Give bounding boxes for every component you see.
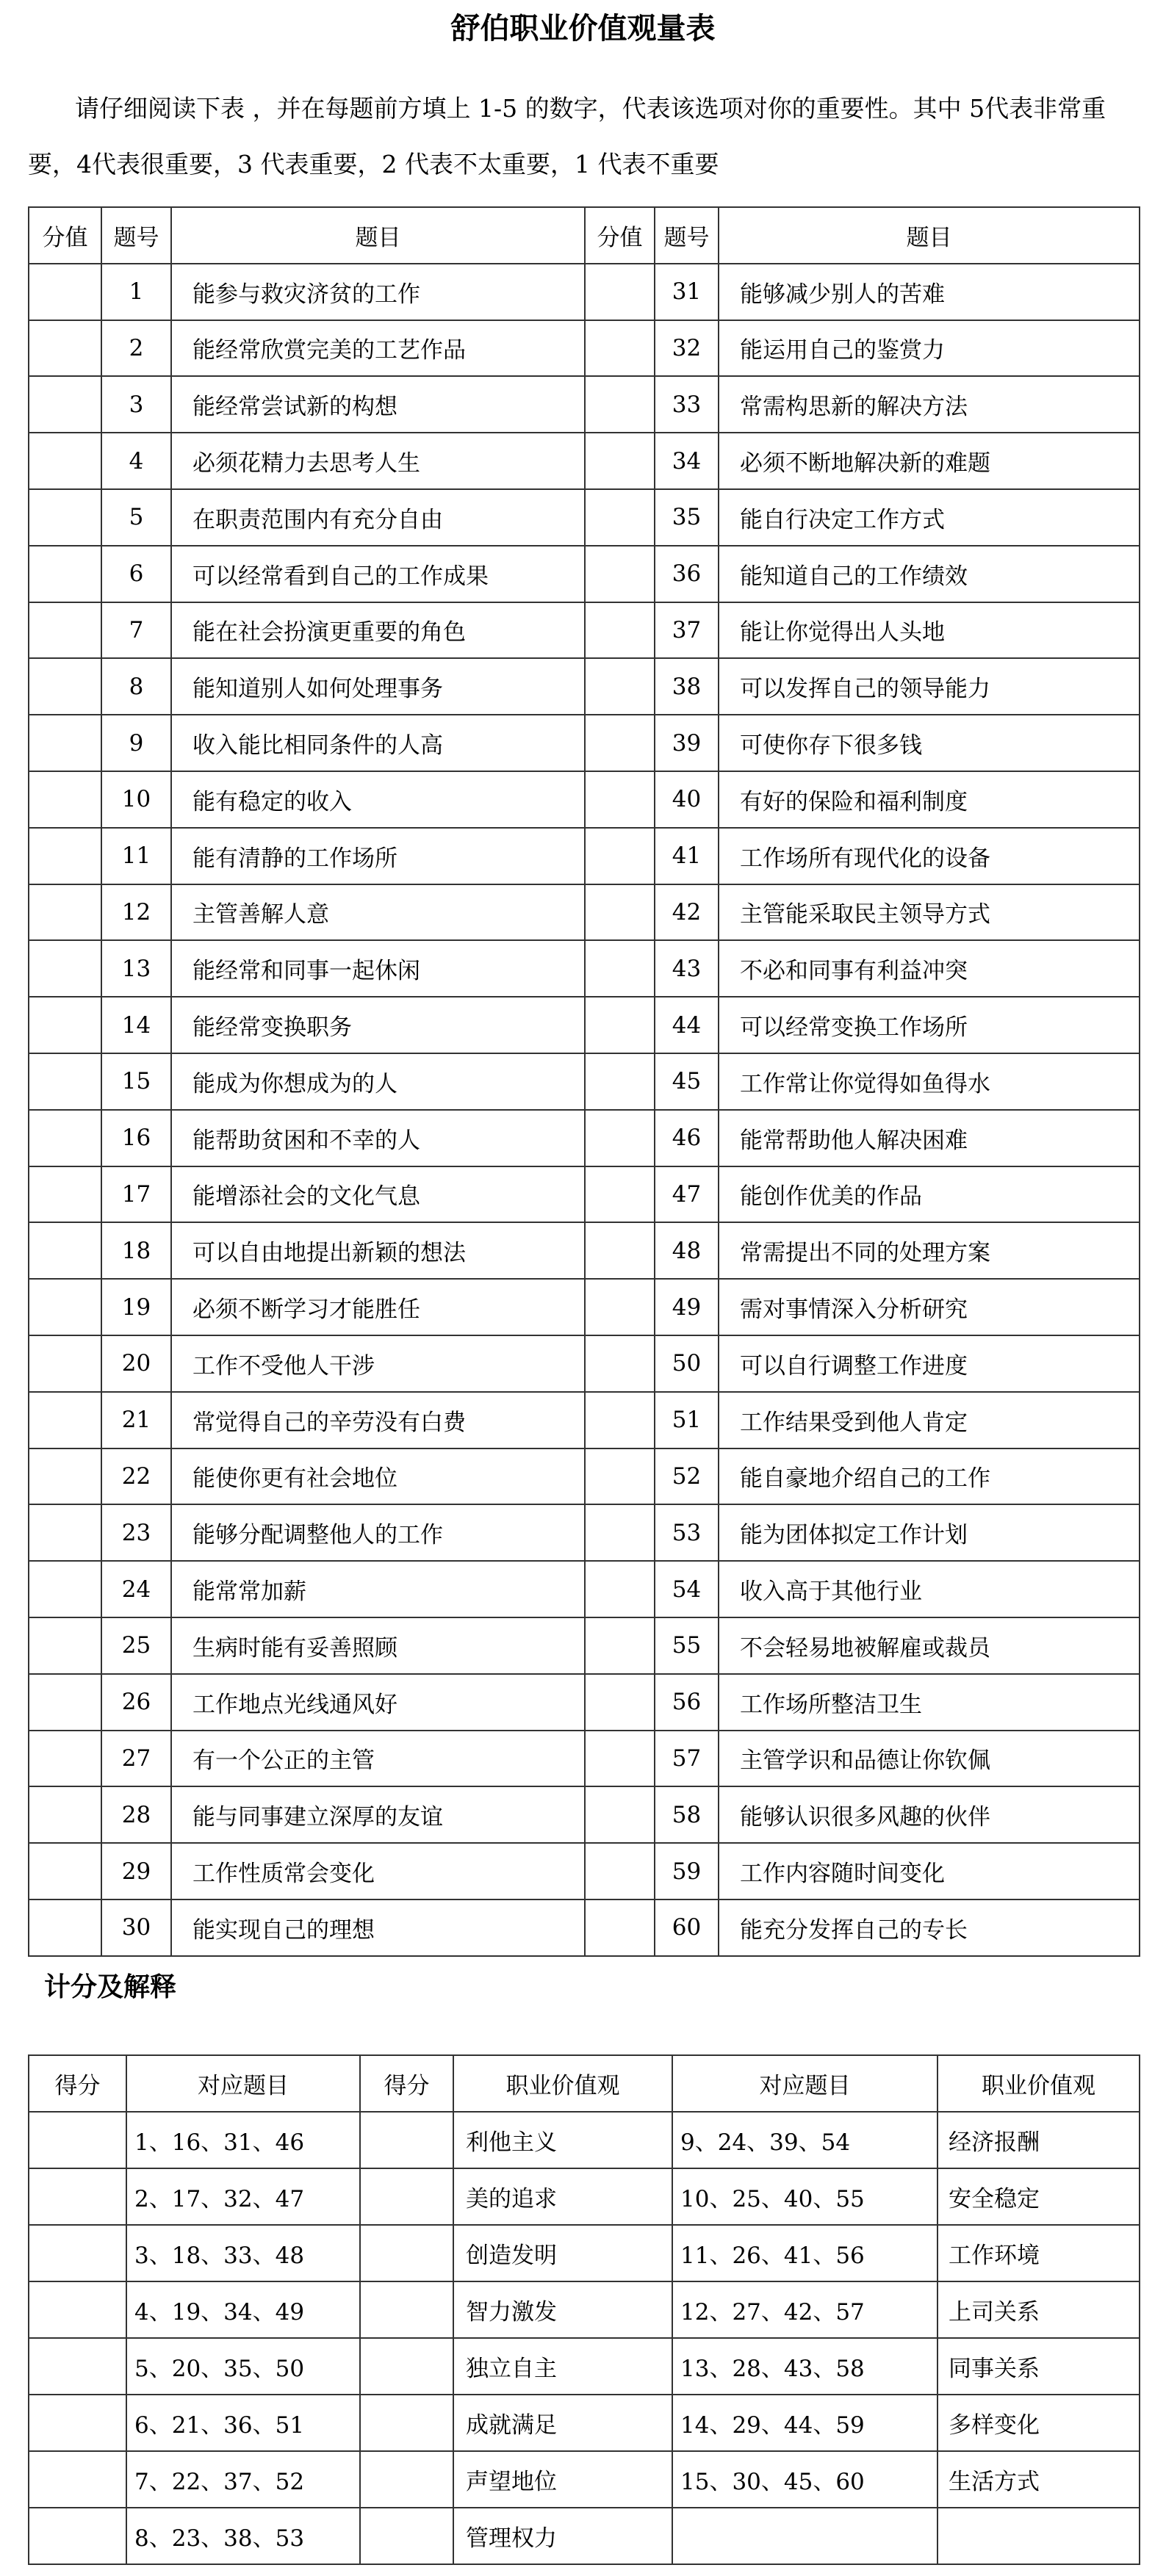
question-number: 41	[655, 828, 719, 884]
question-text: 能够分配调整他人的工作	[171, 1504, 585, 1561]
question-number: 1	[101, 264, 171, 320]
question-number: 9	[101, 715, 171, 771]
question-number: 60	[655, 1899, 719, 1956]
score-input-cell[interactable]	[585, 997, 655, 1053]
career-value-name: 利他主义	[453, 2112, 672, 2168]
score-input-cell[interactable]	[585, 376, 655, 433]
question-text: 收入能比相同条件的人高	[171, 715, 585, 771]
career-value-name	[938, 2508, 1140, 2564]
question-text: 能成为你想成为的人	[171, 1053, 585, 1110]
question-text: 能经常尝试新的构想	[171, 376, 585, 433]
career-value-name: 创造发明	[453, 2225, 672, 2281]
question-number: 14	[101, 997, 171, 1053]
question-text: 能常帮助他人解决困难	[719, 1110, 1140, 1166]
score-total-cell[interactable]	[360, 2395, 453, 2451]
score-input-cell[interactable]	[585, 884, 655, 941]
career-value-name: 独立自主	[453, 2338, 672, 2395]
score-input-cell[interactable]	[585, 828, 655, 884]
scoring-row	[29, 2112, 1140, 2168]
question-number: 27	[101, 1731, 171, 1787]
score-total-cell[interactable]	[360, 2112, 453, 2168]
score-input-cell[interactable]	[585, 546, 655, 602]
question-number: 21	[101, 1392, 171, 1448]
question-text: 能参与救灾济贫的工作	[171, 264, 585, 320]
question-number: 7	[101, 602, 171, 659]
question-number: 25	[101, 1617, 171, 1674]
score-total-cell[interactable]	[360, 2168, 453, 2225]
question-number: 22	[101, 1448, 171, 1505]
corresponding-items: 10、25、40、55	[672, 2168, 938, 2225]
question-number: 10	[101, 771, 171, 828]
question-row	[29, 1053, 1140, 1110]
question-row	[29, 1843, 1140, 1899]
question-row	[29, 1166, 1140, 1223]
question-text: 工作结果受到他人肯定	[719, 1392, 1140, 1448]
score-input-cell[interactable]	[29, 1166, 101, 1223]
scoring-header-row	[29, 2055, 1140, 2112]
corresponding-items: 15、30、45、60	[672, 2451, 938, 2508]
question-number: 53	[655, 1504, 719, 1561]
score-total-cell[interactable]	[360, 2508, 453, 2564]
score-input-cell[interactable]	[585, 1392, 655, 1448]
question-text: 常觉得自己的辛劳没有白费	[171, 1392, 585, 1448]
score-input-cell[interactable]	[29, 264, 101, 320]
career-value-name: 同事关系	[938, 2338, 1140, 2395]
score-input-cell[interactable]	[29, 1786, 101, 1843]
header-number-right: 题号	[655, 207, 719, 264]
question-text: 收入高于其他行业	[719, 1561, 1140, 1617]
score-total-cell[interactable]	[29, 2395, 126, 2451]
questionnaire-header-row	[29, 207, 1140, 264]
question-number: 40	[655, 771, 719, 828]
score-total-cell[interactable]	[29, 2281, 126, 2338]
question-number: 57	[655, 1731, 719, 1787]
career-value-name: 成就满足	[453, 2395, 672, 2451]
score-input-cell[interactable]	[585, 1279, 655, 1335]
score-input-cell[interactable]	[29, 489, 101, 546]
question-row	[29, 1731, 1140, 1787]
question-number: 19	[101, 1279, 171, 1335]
question-row	[29, 376, 1140, 433]
corresponding-items: 7、22、37、52	[126, 2451, 360, 2508]
score-input-cell[interactable]	[29, 1222, 101, 1279]
question-number: 37	[655, 602, 719, 659]
corresponding-items: 11、26、41、56	[672, 2225, 938, 2281]
question-text: 可以自行调整工作进度	[719, 1335, 1140, 1392]
question-row	[29, 1448, 1140, 1505]
score-input-cell[interactable]	[29, 1899, 101, 1956]
score-total-cell[interactable]	[360, 2225, 453, 2281]
question-row	[29, 1561, 1140, 1617]
corresponding-items: 14、29、44、59	[672, 2395, 938, 2451]
scoring-table	[28, 2054, 1140, 2565]
question-number: 29	[101, 1843, 171, 1899]
corresponding-items: 4、19、34、49	[126, 2281, 360, 2338]
question-number: 43	[655, 940, 719, 997]
question-text: 不会轻易地被解雇或裁员	[719, 1617, 1140, 1674]
score-input-cell[interactable]	[29, 715, 101, 771]
question-number: 23	[101, 1504, 171, 1561]
question-row	[29, 1899, 1140, 1956]
score-input-cell[interactable]	[29, 376, 101, 433]
scoring-section-title: 计分及解释	[44, 1971, 177, 2002]
question-text: 能经常欣赏完美的工艺作品	[171, 320, 585, 377]
question-row	[29, 1504, 1140, 1561]
score-input-cell[interactable]	[585, 1617, 655, 1674]
questionnaire-table	[28, 206, 1140, 1957]
question-number: 39	[655, 715, 719, 771]
score-input-cell[interactable]	[585, 1731, 655, 1787]
question-number: 2	[101, 320, 171, 377]
question-row	[29, 771, 1140, 828]
score-input-cell[interactable]	[585, 1843, 655, 1899]
question-row	[29, 715, 1140, 771]
question-number: 45	[655, 1053, 719, 1110]
question-row	[29, 1222, 1140, 1279]
scoring-header-score-1: 得分	[29, 2055, 126, 2112]
score-input-cell[interactable]	[29, 1561, 101, 1617]
question-text: 主管学识和品德让你钦佩	[719, 1731, 1140, 1787]
question-number: 15	[101, 1053, 171, 1110]
score-input-cell[interactable]	[585, 1053, 655, 1110]
corresponding-items: 12、27、42、57	[672, 2281, 938, 2338]
question-text: 不必和同事有利益冲突	[719, 940, 1140, 997]
score-input-cell[interactable]	[29, 658, 101, 715]
scoring-row	[29, 2225, 1140, 2281]
score-input-cell[interactable]	[585, 1335, 655, 1392]
question-number: 16	[101, 1110, 171, 1166]
question-text: 能充分发挥自己的专长	[719, 1899, 1140, 1956]
question-text: 工作性质常会变化	[171, 1843, 585, 1899]
question-number: 30	[101, 1899, 171, 1956]
question-number: 35	[655, 489, 719, 546]
score-input-cell[interactable]	[585, 1561, 655, 1617]
question-text: 能经常和同事一起休闲	[171, 940, 585, 997]
question-text: 能常常加薪	[171, 1561, 585, 1617]
question-number: 13	[101, 940, 171, 997]
question-number: 44	[655, 997, 719, 1053]
question-text: 能够认识很多风趣的伙伴	[719, 1786, 1140, 1843]
scoring-header-items-1: 对应题目	[126, 2055, 360, 2112]
question-text: 可以发挥自己的领导能力	[719, 658, 1140, 715]
question-text: 可以经常变换工作场所	[719, 997, 1140, 1053]
question-number: 36	[655, 546, 719, 602]
scoring-row	[29, 2338, 1140, 2395]
question-number: 46	[655, 1110, 719, 1166]
question-row	[29, 1674, 1140, 1731]
question-row	[29, 1617, 1140, 1674]
question-number: 42	[655, 884, 719, 941]
career-value-name: 上司关系	[938, 2281, 1140, 2338]
score-total-cell[interactable]	[29, 2451, 126, 2508]
question-text: 能有稳定的收入	[171, 771, 585, 828]
scoring-header-value-2: 职业价值观	[938, 2055, 1140, 2112]
scoring-header-value-1: 职业价值观	[453, 2055, 672, 2112]
score-input-cell[interactable]	[585, 1110, 655, 1166]
question-row	[29, 940, 1140, 997]
score-input-cell[interactable]	[585, 1786, 655, 1843]
score-total-cell[interactable]	[360, 2451, 453, 2508]
score-input-cell[interactable]	[29, 884, 101, 941]
question-text: 可以自由地提出新颖的想法	[171, 1222, 585, 1279]
score-input-cell[interactable]	[29, 1448, 101, 1505]
corresponding-items: 5、20、35、50	[126, 2338, 360, 2395]
question-text: 可以经常看到自己的工作成果	[171, 546, 585, 602]
question-number: 31	[655, 264, 719, 320]
score-input-cell[interactable]	[29, 546, 101, 602]
question-text: 能增添社会的文化气息	[171, 1166, 585, 1223]
question-text: 工作地点光线通风好	[171, 1674, 585, 1731]
score-total-cell[interactable]	[360, 2338, 453, 2395]
score-input-cell[interactable]	[585, 1504, 655, 1561]
question-number: 34	[655, 433, 719, 489]
score-total-cell[interactable]	[29, 2225, 126, 2281]
question-text: 工作不受他人干涉	[171, 1335, 585, 1392]
score-input-cell[interactable]	[585, 602, 655, 659]
score-input-cell[interactable]	[29, 997, 101, 1053]
question-number: 51	[655, 1392, 719, 1448]
question-number: 55	[655, 1617, 719, 1674]
question-text: 在职责范围内有充分自由	[171, 489, 585, 546]
question-text: 有一个公正的主管	[171, 1731, 585, 1787]
question-number: 32	[655, 320, 719, 377]
corresponding-items: 6、21、36、51	[126, 2395, 360, 2451]
score-total-cell[interactable]	[29, 2168, 126, 2225]
scoring-row	[29, 2168, 1140, 2225]
question-number: 28	[101, 1786, 171, 1843]
question-number: 11	[101, 828, 171, 884]
question-row	[29, 546, 1140, 602]
question-number: 6	[101, 546, 171, 602]
header-number-left: 题号	[101, 207, 171, 264]
question-text: 能在社会扮演更重要的角色	[171, 602, 585, 659]
question-text: 主管善解人意	[171, 884, 585, 941]
question-number: 8	[101, 658, 171, 715]
career-value-name: 经济报酬	[938, 2112, 1140, 2168]
question-text: 能让你觉得出人头地	[719, 602, 1140, 659]
question-row	[29, 658, 1140, 715]
score-total-cell[interactable]	[29, 2508, 126, 2564]
scoring-row	[29, 2451, 1140, 2508]
question-text: 能与同事建立深厚的友谊	[171, 1786, 585, 1843]
question-number: 58	[655, 1786, 719, 1843]
question-row	[29, 884, 1140, 941]
career-value-name: 工作环境	[938, 2225, 1140, 2281]
score-input-cell[interactable]	[29, 602, 101, 659]
question-number: 59	[655, 1843, 719, 1899]
career-value-name: 声望地位	[453, 2451, 672, 2508]
question-number: 17	[101, 1166, 171, 1223]
page-title: 舒伯职业价值观量表	[450, 11, 716, 46]
header-question-left: 题目	[171, 207, 585, 264]
question-row	[29, 489, 1140, 546]
question-text: 能帮助贫困和不幸的人	[171, 1110, 585, 1166]
question-number: 4	[101, 433, 171, 489]
question-number: 18	[101, 1222, 171, 1279]
question-text: 必须不断学习才能胜任	[171, 1279, 585, 1335]
score-input-cell[interactable]	[585, 1674, 655, 1731]
score-input-cell[interactable]	[29, 1617, 101, 1674]
question-number: 50	[655, 1335, 719, 1392]
question-number: 12	[101, 884, 171, 941]
score-input-cell[interactable]	[29, 1674, 101, 1731]
score-input-cell[interactable]	[29, 771, 101, 828]
question-row	[29, 433, 1140, 489]
score-input-cell[interactable]	[29, 1731, 101, 1787]
question-text: 能知道自己的工作绩效	[719, 546, 1140, 602]
question-text: 能创作优美的作品	[719, 1166, 1140, 1223]
career-value-name: 美的追求	[453, 2168, 672, 2225]
scoring-header-score-2: 得分	[360, 2055, 453, 2112]
score-input-cell[interactable]	[585, 715, 655, 771]
scoring-header-items-2: 对应题目	[672, 2055, 938, 2112]
question-number: 52	[655, 1448, 719, 1505]
score-input-cell[interactable]	[585, 1448, 655, 1505]
score-input-cell[interactable]	[585, 940, 655, 997]
score-input-cell[interactable]	[585, 320, 655, 377]
question-row	[29, 602, 1140, 659]
corresponding-items: 2、17、32、47	[126, 2168, 360, 2225]
question-text: 能有清静的工作场所	[171, 828, 585, 884]
score-input-cell[interactable]	[585, 1166, 655, 1223]
question-text: 工作常让你觉得如鱼得水	[719, 1053, 1140, 1110]
instructions-paragraph: 请仔细阅读下表 ，并在每题前方填上 1-5 的数字，代表该选项对你的重要性。其中 5代表非常重要，4代表很重要，3 代表重要，2 代表不太重要，1 代表不重要	[28, 94, 1106, 178]
scoring-row	[29, 2281, 1140, 2338]
score-input-cell[interactable]	[585, 1899, 655, 1956]
score-input-cell[interactable]	[29, 828, 101, 884]
question-row	[29, 997, 1140, 1053]
question-text: 能运用自己的鉴赏力	[719, 320, 1140, 377]
corresponding-items: 8、23、38、53	[126, 2508, 360, 2564]
question-text: 有好的保险和福利制度	[719, 771, 1140, 828]
question-text: 工作内容随时间变化	[719, 1843, 1140, 1899]
question-text: 能经常变换职务	[171, 997, 585, 1053]
score-input-cell[interactable]	[585, 489, 655, 546]
question-number: 47	[655, 1166, 719, 1223]
question-number: 33	[655, 376, 719, 433]
question-number: 5	[101, 489, 171, 546]
question-text: 能使你更有社会地位	[171, 1448, 585, 1505]
score-input-cell[interactable]	[29, 433, 101, 489]
question-number: 3	[101, 376, 171, 433]
question-row	[29, 264, 1140, 320]
corresponding-items	[672, 2508, 938, 2564]
career-value-name: 管理权力	[453, 2508, 672, 2564]
score-total-cell[interactable]	[29, 2338, 126, 2395]
question-text: 必须不断地解决新的难题	[719, 433, 1140, 489]
question-row	[29, 1110, 1140, 1166]
question-number: 24	[101, 1561, 171, 1617]
question-text: 生病时能有妥善照顾	[171, 1617, 585, 1674]
question-number: 49	[655, 1279, 719, 1335]
corresponding-items: 13、28、43、58	[672, 2338, 938, 2395]
score-input-cell[interactable]	[585, 658, 655, 715]
header-score-right: 分值	[585, 207, 655, 264]
score-input-cell[interactable]	[29, 1335, 101, 1392]
question-row	[29, 320, 1140, 377]
career-value-name: 多样变化	[938, 2395, 1140, 2451]
score-input-cell[interactable]	[29, 940, 101, 997]
score-input-cell[interactable]	[585, 771, 655, 828]
score-input-cell[interactable]	[29, 1504, 101, 1561]
question-number: 26	[101, 1674, 171, 1731]
corresponding-items: 9、24、39、54	[672, 2112, 938, 2168]
question-text: 能自豪地介绍自己的工作	[719, 1448, 1140, 1505]
question-number: 38	[655, 658, 719, 715]
question-text: 能实现自己的理想	[171, 1899, 585, 1956]
career-value-name: 智力激发	[453, 2281, 672, 2338]
question-text: 能自行决定工作方式	[719, 489, 1140, 546]
question-number: 20	[101, 1335, 171, 1392]
question-row	[29, 1786, 1140, 1843]
corresponding-items: 3、18、33、48	[126, 2225, 360, 2281]
corresponding-items: 1、16、31、46	[126, 2112, 360, 2168]
question-text: 可使你存下很多钱	[719, 715, 1140, 771]
question-text: 能够减少别人的苦难	[719, 264, 1140, 320]
score-input-cell[interactable]	[29, 1843, 101, 1899]
score-input-cell[interactable]	[29, 1392, 101, 1448]
question-number: 54	[655, 1561, 719, 1617]
question-row	[29, 1392, 1140, 1448]
question-text: 能为团体拟定工作计划	[719, 1504, 1140, 1561]
score-input-cell[interactable]	[29, 320, 101, 377]
question-text: 能知道别人如何处理事务	[171, 658, 585, 715]
score-input-cell[interactable]	[585, 433, 655, 489]
question-text: 常需提出不同的处理方案	[719, 1222, 1140, 1279]
question-number: 56	[655, 1674, 719, 1731]
header-score-left: 分值	[29, 207, 101, 264]
score-input-cell[interactable]	[29, 1053, 101, 1110]
question-text: 需对事情深入分析研究	[719, 1279, 1140, 1335]
score-input-cell[interactable]	[29, 1110, 101, 1166]
question-row	[29, 828, 1140, 884]
question-number: 48	[655, 1222, 719, 1279]
score-input-cell[interactable]	[585, 264, 655, 320]
scoring-row	[29, 2395, 1140, 2451]
question-row	[29, 1279, 1140, 1335]
scoring-row	[29, 2508, 1140, 2564]
question-text: 工作场所整洁卫生	[719, 1674, 1140, 1731]
question-row	[29, 1335, 1140, 1392]
score-total-cell[interactable]	[360, 2281, 453, 2338]
question-text: 必须花精力去思考人生	[171, 433, 585, 489]
question-text: 常需构思新的解决方法	[719, 376, 1140, 433]
header-question-right: 题目	[719, 207, 1140, 264]
score-input-cell[interactable]	[29, 1279, 101, 1335]
career-value-name: 安全稳定	[938, 2168, 1140, 2225]
score-input-cell[interactable]	[585, 1222, 655, 1279]
score-total-cell[interactable]	[29, 2112, 126, 2168]
question-text: 工作场所有现代化的设备	[719, 828, 1140, 884]
career-value-name: 生活方式	[938, 2451, 1140, 2508]
question-text: 主管能采取民主领导方式	[719, 884, 1140, 941]
